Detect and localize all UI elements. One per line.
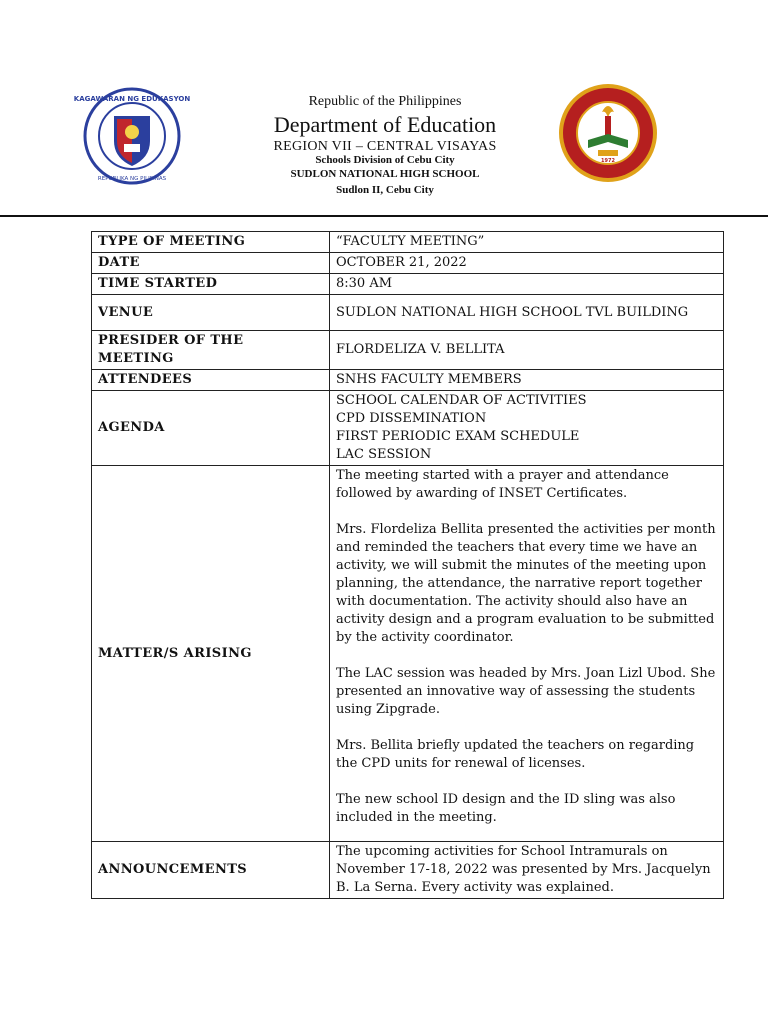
school-name-line: SUDLON NATIONAL HIGH SCHOOL: [290, 168, 480, 180]
matters-value: [330, 466, 724, 842]
time-value: 8:30 AM: [330, 274, 724, 295]
presider-value: FLORDELIZA V. BELLITA: [330, 331, 724, 370]
letterhead: [0, 0, 768, 218]
venue-label: VENUE: [92, 295, 330, 331]
matters-paragraph: The new school ID design and the ID sling was also included in the meeting.: [336, 792, 676, 825]
table-row: [92, 232, 724, 253]
table-row: [92, 466, 724, 842]
matters-paragraph: The meeting started with a prayer and attendance followed by awarding of INSET Certificates.: [336, 468, 669, 501]
agenda-label: AGENDA: [92, 391, 330, 466]
table-row: [92, 274, 724, 295]
date-value: OCTOBER 21, 2022: [330, 253, 724, 274]
time-label: TIME STARTED: [92, 274, 330, 295]
attendees-value: SNHS FACULTY MEMBERS: [330, 370, 724, 391]
table-row: [92, 295, 724, 331]
presider-label: PRESIDER OF THE MEETING: [92, 331, 330, 370]
type-value: “FACULTY MEETING”: [330, 232, 724, 253]
matters-paragraph: Mrs. Flordeliza Bellita presented the activities per month and reminded the teachers that every time we have an activity, we will submit the minutes of the meeting upon planning, the attendance, the narrative report together with documentation. The activity should also have an activity design and a program evaluation to be submitted by the activity coordinator.: [336, 522, 716, 645]
table-row: [92, 253, 724, 274]
agenda-item: FIRST PERIODIC EXAM SCHEDULE: [336, 429, 580, 444]
date-label: DATE: [92, 253, 330, 274]
svg-text:KAGAWARAN NG EDUKASYON: KAGAWARAN NG EDUKASYON: [73, 95, 191, 103]
header-divider: [0, 215, 768, 217]
table-row: [92, 391, 724, 466]
meeting-minutes-table: [91, 231, 724, 899]
attendees-label: ATTENDEES: [92, 370, 330, 391]
region-line: REGION VII – CENTRAL VISAYAS: [273, 139, 497, 154]
svg-text:1972: 1972: [601, 158, 615, 164]
deped-seal-icon: [70, 86, 194, 186]
table-row: [92, 331, 724, 370]
matters-label: MATTER/S ARISING: [92, 466, 330, 842]
announcements-label: ANNOUNCEMENTS: [92, 842, 330, 899]
agenda-item: SCHOOL CALENDAR OF ACTIVITIES: [336, 393, 587, 408]
type-label: TYPE OF MEETING: [92, 232, 330, 253]
venue-value: SUDLON NATIONAL HIGH SCHOOL TVL BUILDING: [330, 295, 724, 331]
agenda-item: CPD DISSEMINATION: [336, 411, 487, 426]
announcements-value: The upcoming activities for School Intramurals on November 17-18, 2022 was presented by Mrs. Jacquelyn B. La Serna. Every activity was explained.: [330, 842, 724, 899]
matters-paragraph: The LAC session was headed by Mrs. Joan Lizl Ubod. She presented an innovative way of assessing the students using Zipgrade.: [336, 666, 716, 717]
agenda-item: LAC SESSION: [336, 447, 432, 462]
agenda-value: [330, 391, 724, 466]
table-row: [92, 370, 724, 391]
department-title: Department of Education: [273, 112, 497, 137]
svg-text:REPUBLIKA NG PILIPINAS: REPUBLIKA NG PILIPINAS: [97, 176, 167, 182]
republic-line: Republic of the Philippines: [308, 94, 462, 109]
table-row: [92, 842, 724, 899]
school-seal-icon: [552, 82, 664, 184]
matters-paragraph: Mrs. Bellita briefly updated the teachers on regarding the CPD units for renewal of licenses.: [336, 738, 695, 771]
division-line: Schools Division of Cebu City: [315, 154, 455, 166]
school-address-line: Sudlon II, Cebu City: [336, 184, 434, 196]
